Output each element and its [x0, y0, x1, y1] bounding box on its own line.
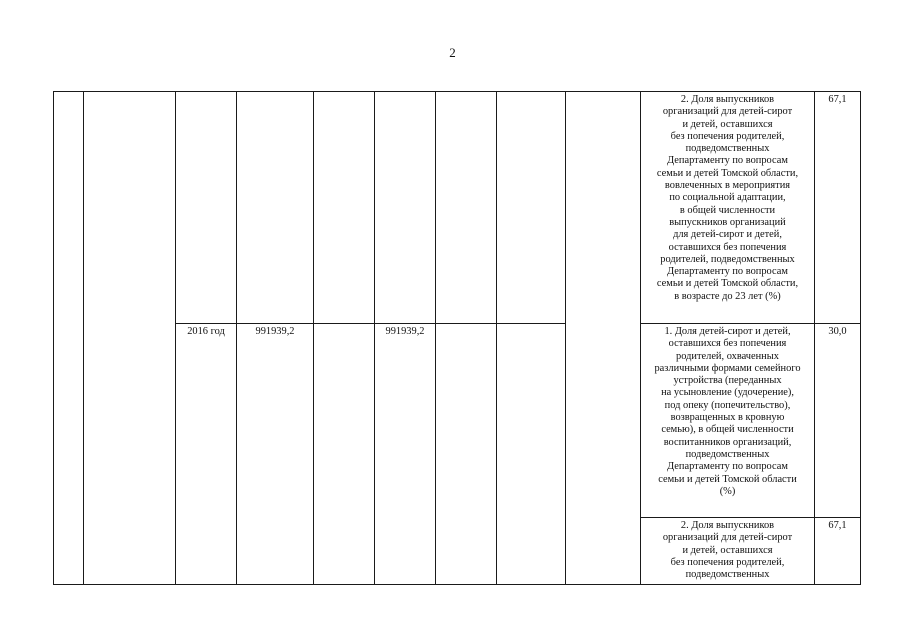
cell-regional: 991939,2: [375, 324, 436, 585]
cell-federal: [314, 324, 375, 585]
indicator-text: 2. Доля выпускников организаций для детей-сирот и детей, оставшихся без попечения родителей, подведомственных: [641, 518, 815, 585]
indicator-text: 2. Доля выпускников организаций для детей-сирот и детей, оставшихся без попечения родителей, подведомственных Департаменту по вопросам семьи и детей Томской области, вовлеченных в мероприятия по социальной адаптации, в общей численности выпускников организаций для детей-сирот и детей, оставшихся без попечения родителей, подведомственных Департаменту по вопросам семьи и детей Томской области, в возрасте до 23 лет (%): [641, 92, 815, 324]
page-number: 2: [449, 45, 456, 60]
indicator-value: 67,1: [815, 518, 861, 585]
indicator-value: 67,1: [815, 92, 861, 324]
cell-regional: [375, 92, 436, 324]
cell-other: [497, 92, 566, 324]
cell-total: [237, 92, 314, 324]
cell-local: [436, 92, 497, 324]
cell-period: 2016 год: [176, 324, 237, 585]
cell-federal: [314, 92, 375, 324]
table-row: [54, 324, 861, 518]
indicator-text: 1. Доля детей-сирот и детей, оставшихся без попечения родителей, охваченных различными формами семейного устройства (переданных на усыновление (удочерение), под опеку (попечительство), возвращенных в кровную семью), в общей численности воспитанников организаций, подведомственных Департаменту по вопросам семьи и детей Томской области (%): [641, 324, 815, 518]
cell-period: [176, 92, 237, 324]
table-row: [54, 92, 861, 324]
cell-other: [497, 324, 566, 585]
cell-executor: [566, 92, 641, 585]
cell-task: [84, 92, 176, 585]
program-table: [53, 91, 861, 585]
indicator-value: 30,0: [815, 324, 861, 518]
cell-total: 991939,2: [237, 324, 314, 585]
cell-local: [436, 324, 497, 585]
cell-number: [54, 92, 84, 585]
